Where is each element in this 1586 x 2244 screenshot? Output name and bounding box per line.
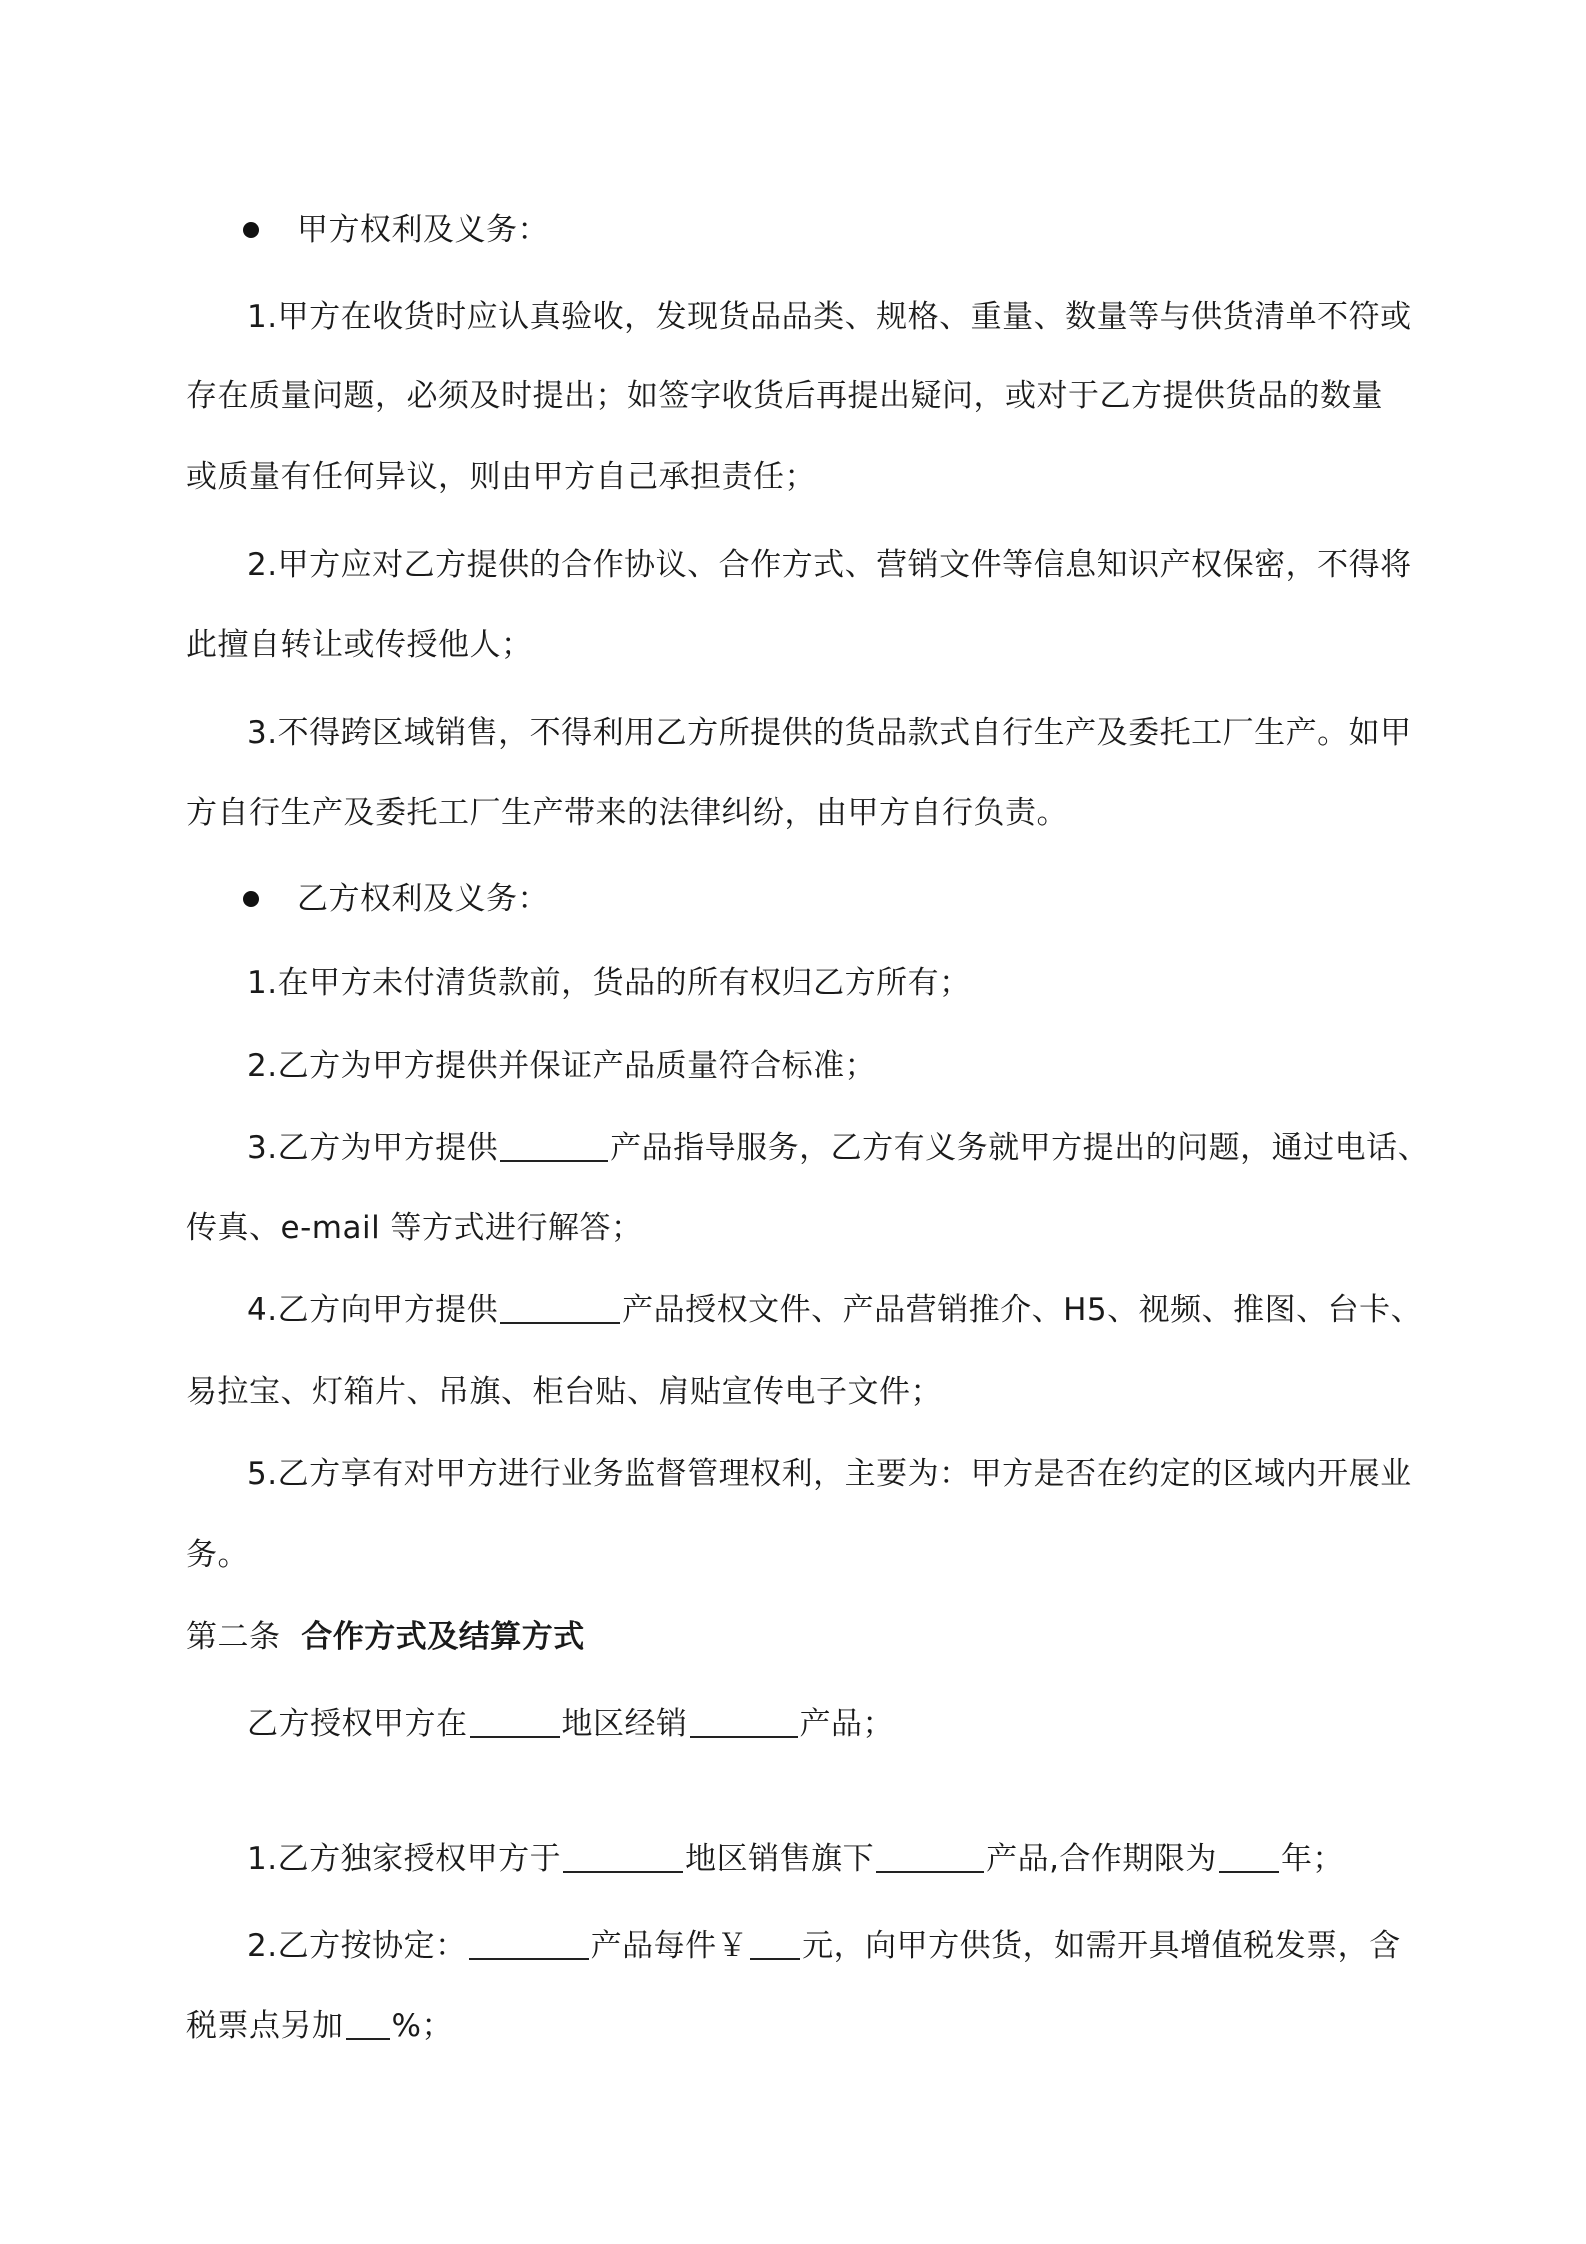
text-segment: 地区销售旗下 [685,1841,875,1877]
blank-field [690,1706,798,1738]
text-segment: 3.乙方为甲方提供 [247,1130,499,1166]
party-b-item5-line1: 5.乙方享有对甲方进行业务监督管理权利，主要为：甲方是否在约定的区域内开展业 [247,1456,1412,1492]
blank-field [500,1130,608,1162]
text-segment: 元，向甲方供货，如需开具增值税发票，含 [802,1928,1401,1964]
party-b-item3-line2: 传真、e-mail 等方式进行解答； [186,1210,643,1246]
party-b-item2: 2.乙方为甲方提供并保证产品质量符合标准； [247,1048,877,1084]
text-segment: 1.乙方独家授权甲方于 [247,1841,562,1877]
text-segment: 地区经销 [561,1706,688,1742]
blank-field [1219,1841,1279,1873]
article2-authorization [247,1684,1586,1764]
party-a-item2-line1: 2.甲方应对乙方提供的合作协议、合作方式、营销文件等信息知识产权保密，不得将 [247,547,1412,583]
text-segment: 产品授权文件、产品营销推介、H5、视频、推图、台卡、 [622,1292,1423,1328]
party-b-item5-line2: 务。 [186,1537,249,1573]
party-a-heading: 甲方权利及义务： [297,212,549,248]
party-b-item3-line1 [247,1108,1586,1188]
article-title: 合作方式及结算方式 [301,1619,585,1655]
bullet-icon [243,891,259,907]
party-b-heading: 乙方权利及义务： [297,881,549,917]
party-a-item2-line2: 此擅自转让或传授他人； [186,627,533,663]
article2-item2-line1 [247,1906,1586,1986]
text-segment: %； [391,2008,453,2044]
party-a-item3-line2: 方自行生产及委托工厂生产带来的法律纠纷，由甲方自行负责。 [186,795,1068,831]
text-segment: 年； [1280,1841,1344,1877]
bullet-icon [243,222,259,238]
party-a-item1-line1: 1.甲方在收货时应认真验收，发现货品品类、规格、重量、数量等与供货清单不符或 [247,299,1412,335]
blank-field [470,1706,560,1738]
article-number: 第二条 [186,1619,281,1655]
text-segment: 产品； [799,1706,894,1742]
party-b-item4-line1 [247,1270,1586,1350]
text-segment: 产品指导服务，乙方有义务就甲方提出的问题，通过电话、 [610,1130,1430,1166]
blank-field [469,1928,589,1960]
party-a-item3-line1: 3.不得跨区域销售，不得利用乙方所提供的货品款式自行生产及委托工厂生产。如甲 [247,715,1412,751]
blank-field [500,1292,620,1324]
text-segment: 乙方授权甲方在 [247,1706,468,1742]
blank-field [876,1841,984,1873]
text-segment: 产品,合作期限为 [986,1841,1217,1877]
party-b-item1: 1.在甲方未付清货款前，货品的所有权归乙方所有； [247,965,971,1001]
article2-item1 [247,1819,1586,1899]
party-a-item1-line2: 存在质量问题，必须及时提出；如签字收货后再提出疑问，或对于乙方提供货品的数量 [186,378,1383,414]
party-a-item1-line3: 或质量有任何异议，则由甲方自己承担责任； [186,459,816,495]
text-segment: 产品每件￥ [590,1928,749,1964]
blank-field [563,1841,683,1873]
blank-field [346,2008,390,2040]
text-segment: 税票点另加 [186,2008,344,2044]
article2-item2-line2 [186,1986,1586,2066]
text-segment: 4.乙方向甲方提供 [247,1292,499,1328]
article2-heading [186,1597,1586,1677]
text-segment: 2.乙方按协定： [247,1928,467,1964]
blank-field [750,1928,800,1960]
party-b-item4-line2: 易拉宝、灯箱片、吊旗、柜台贴、肩贴宣传电子文件； [186,1374,942,1410]
